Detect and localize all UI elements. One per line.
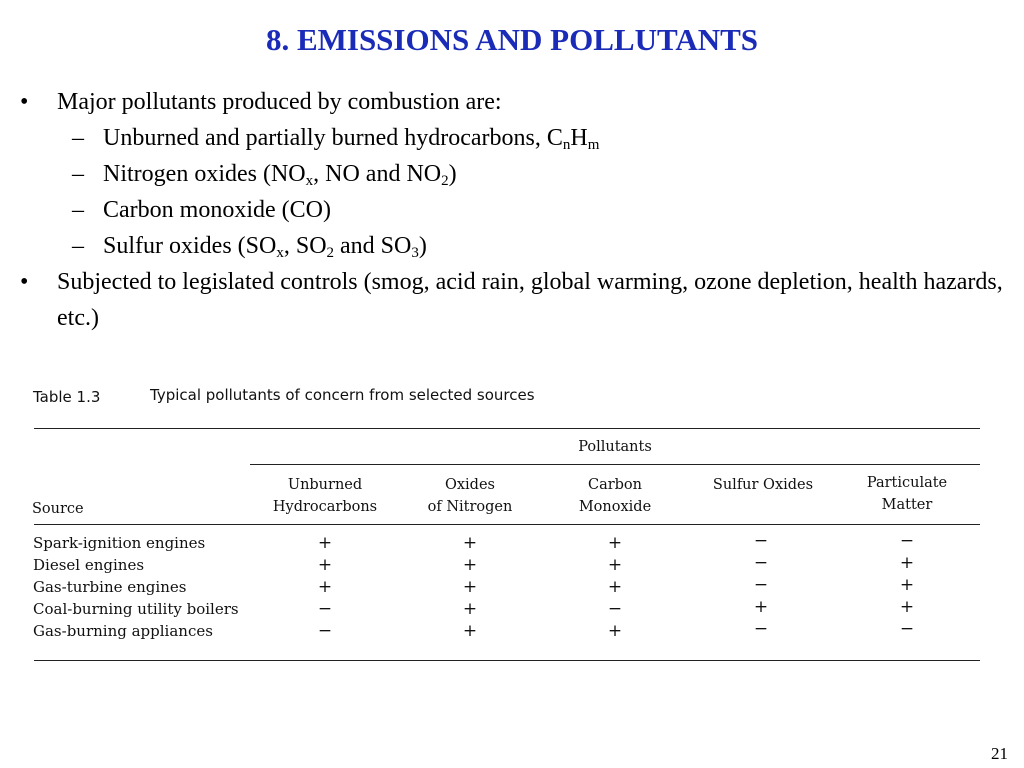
value-cell: − (317, 599, 333, 619)
value-cell: + (899, 575, 915, 595)
table-caption-label: Table 1.3 (33, 388, 101, 406)
value-cell: + (899, 553, 915, 573)
page-number: 21 (991, 744, 1008, 763)
table-caption-text: Typical pollutants of concern from selected sources (150, 386, 535, 404)
column-header-line: Particulate (866, 475, 948, 491)
source-cell: Gas-turbine engines (33, 578, 187, 596)
subscript: x (276, 245, 284, 261)
value-cell: − (899, 531, 915, 551)
subscript: 2 (441, 173, 449, 189)
column-header-line: Monoxide (578, 499, 652, 515)
value-cell: + (462, 599, 478, 619)
sub-bullet-item (0, 228, 1024, 264)
value-cell: + (317, 577, 333, 597)
value-cell: + (317, 555, 333, 575)
subscript: n (562, 137, 571, 153)
value-cell: + (607, 533, 623, 553)
column-header-line: Matter (881, 497, 933, 513)
header-bottom-rule (34, 524, 980, 525)
sub-bullet-text: , SO (283, 233, 327, 259)
value-cell: − (317, 621, 333, 641)
sub-bullet-text: and SO (334, 233, 412, 259)
column-header (698, 474, 828, 496)
source-cell: Spark-ignition engines (33, 534, 206, 552)
bullet-marker: • (20, 269, 29, 295)
bullet-marker: • (20, 89, 29, 115)
subscript: 3 (411, 245, 419, 261)
dash-marker: – (72, 233, 84, 259)
pollutants-group-header: Pollutants (578, 439, 652, 455)
column-header (560, 474, 670, 518)
column-header-line: Sulfur Oxides (712, 477, 814, 493)
value-cell: − (753, 575, 769, 595)
value-cell: + (607, 621, 623, 641)
bullet-item (0, 84, 1007, 120)
subscript: x (305, 173, 314, 189)
sub-bullet-text: , NO and NO (313, 161, 442, 187)
bullet-list (0, 84, 1024, 336)
value-cell: − (753, 553, 769, 573)
dash-marker: – (72, 197, 84, 223)
column-header-line: of Nitrogen (427, 499, 513, 515)
group-header-rule (250, 464, 980, 465)
source-cell: Diesel engines (33, 556, 145, 574)
value-cell: − (753, 619, 769, 639)
value-cell: − (899, 619, 915, 639)
sub-bullet-text: Nitrogen oxides (NO (103, 161, 306, 187)
value-cell: + (462, 621, 478, 641)
value-cell: + (607, 555, 623, 575)
column-header (852, 472, 962, 516)
pollutants-table (30, 380, 982, 670)
value-cell: − (753, 531, 769, 551)
value-cell: + (753, 597, 769, 617)
value-cell: + (317, 533, 333, 553)
sub-bullet-item (0, 120, 1024, 156)
bullet-text: Major pollutants produced by combustion are: (57, 89, 502, 115)
bullet-text: Subjected to legislated controls (smog, acid rain, global warming, ozone depletion, health hazards, etc.) (57, 269, 1003, 331)
sub-bullet-text: ) (418, 233, 427, 259)
subscript: 2 (326, 245, 335, 261)
sub-bullet-text: ) (448, 161, 457, 187)
source-cell: Coal-burning utility boilers (33, 600, 239, 618)
sub-bullet-item (0, 156, 1024, 192)
source-cell: Gas-burning appliances (33, 622, 213, 640)
column-header-line: Unburned (287, 477, 363, 493)
column-header-line: Hydrocarbons (272, 499, 378, 515)
subscript: m (587, 137, 600, 153)
column-header (410, 474, 530, 518)
value-cell: + (462, 555, 478, 575)
table-top-rule (34, 428, 980, 429)
sub-bullet-text: H (570, 125, 588, 151)
dash-marker: – (72, 125, 84, 151)
bullet-item (0, 264, 1007, 336)
value-cell: + (899, 597, 915, 617)
column-header (260, 474, 390, 518)
slide-title: 8. EMISSIONS AND POLLUTANTS (265, 22, 759, 57)
value-cell: − (607, 599, 623, 619)
source-column-header: Source (32, 501, 84, 517)
column-header-line: Carbon (587, 477, 643, 493)
sub-bullet-text: Unburned and partially burned hydrocarbons, C (103, 125, 563, 151)
column-header-line: Oxides (444, 477, 495, 493)
sub-bullet-text: Sulfur oxides (SO (103, 233, 277, 259)
value-cell: + (462, 533, 478, 553)
sub-bullet-text: Carbon monoxide (CO) (103, 197, 331, 223)
value-cell: + (462, 577, 478, 597)
dash-marker: – (72, 161, 84, 187)
table-bottom-rule (34, 660, 980, 661)
sub-bullet-item (0, 192, 1024, 228)
value-cell: + (607, 577, 623, 597)
